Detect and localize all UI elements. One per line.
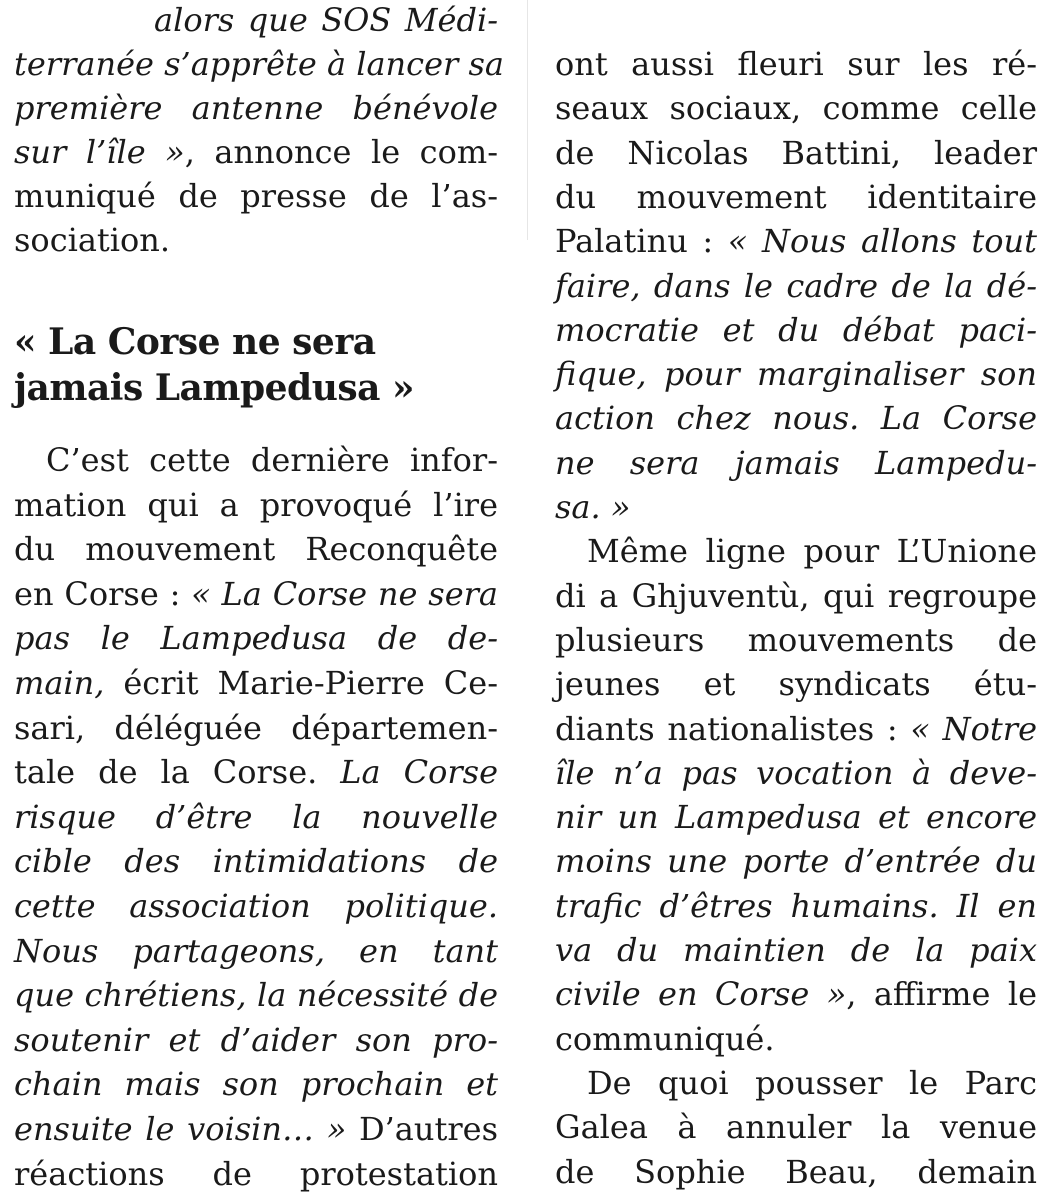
italic-quote-text: nir un Lampedusa et encore: [555, 798, 1037, 837]
text-line: [555, 396, 1037, 440]
text-line: [14, 218, 498, 262]
text-line: [555, 972, 1037, 1016]
body-text: tale de la Corse.: [14, 753, 341, 792]
italic-quote-text: que chrétiens, la nécessité de: [14, 976, 498, 1015]
body-text: communiqué.: [555, 1019, 775, 1058]
text-line: [555, 751, 1037, 795]
text-line: [555, 352, 1037, 396]
text-line: [14, 795, 498, 839]
body-text: Palatinu :: [555, 222, 728, 261]
text-line: [555, 928, 1037, 972]
italic-quote-text: ensuite le voisin… »: [14, 1110, 347, 1148]
italic-quote-text: faire, dans le cadre de la dé-: [555, 266, 1037, 305]
text-line: [555, 308, 1037, 352]
text-line: [14, 839, 498, 883]
body-text: Galea à annuler la venue: [555, 1108, 1037, 1147]
italic-quote-text: mocratie et du débat paci-: [555, 310, 1037, 349]
italic-quote-text: main,: [14, 664, 105, 702]
body-text: jeunes et syndicats étu-: [555, 665, 1037, 704]
body-text: du mouvement Reconquête: [14, 530, 498, 569]
text-line: [14, 1107, 498, 1151]
text-line: [555, 1061, 1037, 1105]
body-text: mation qui a provoqué l’ire: [14, 485, 498, 524]
text-line: [555, 264, 1037, 308]
body-text: réactions de protestation: [14, 1154, 498, 1193]
text-line: [555, 574, 1037, 618]
section-heading: « La Corse ne sera: [14, 321, 376, 363]
text-line: [555, 1105, 1037, 1149]
text-line: [14, 572, 498, 616]
body-text: du mouvement identitaire: [555, 177, 1037, 216]
italic-quote-text: trafic d’êtres humains. Il en: [555, 886, 1037, 925]
text-line: [555, 485, 1037, 529]
text-line: [14, 527, 498, 571]
italic-quote-text: fique, pour marginaliser son: [555, 355, 1037, 394]
text-line: [14, 973, 498, 1017]
text-line: [14, 1018, 498, 1062]
text-line: [555, 707, 1037, 751]
body-text: sari, déléguée départemen-: [14, 708, 498, 747]
text-line: [14, 438, 498, 482]
text-line: [555, 795, 1037, 839]
text-line: [555, 618, 1037, 662]
body-text: sociation.: [14, 221, 171, 259]
text-line: [555, 86, 1037, 130]
italic-quote-text: soutenir et d’aider son pro-: [14, 1020, 498, 1059]
text-line: [14, 174, 498, 218]
italic-quote-text: « La Corse ne sera: [191, 574, 499, 613]
text-line: [555, 529, 1037, 573]
italic-quote-text: « Notre: [910, 709, 1037, 748]
text-line: [14, 86, 498, 130]
italic-quote-text: ne sera jamais Lampedu-: [555, 443, 1037, 482]
italic-quote-text: pas le Lampedusa de de-: [14, 619, 498, 658]
text-line: [555, 839, 1037, 883]
body-text: D’autres: [346, 1110, 499, 1148]
text-line: [14, 616, 498, 660]
italic-quote-text: Nous partageons, en tant: [14, 931, 498, 970]
italic-quote-text: île n’a pas vocation à deve-: [555, 753, 1037, 792]
body-text: écrit Marie-Pierre Ce-: [104, 664, 498, 702]
text-line: [555, 441, 1037, 485]
text-line: [14, 884, 498, 928]
text-line: [14, 706, 498, 750]
body-text: ont aussi fleuri sur les ré-: [555, 45, 1037, 83]
text-line: [14, 661, 498, 705]
body-text: muniqué de presse de l’as-: [14, 177, 498, 215]
text-line: [555, 662, 1037, 706]
text-line: [555, 1017, 1037, 1061]
text-line: [14, 42, 504, 86]
text-line: [14, 1062, 498, 1106]
italic-quote-text: première antenne bénévole: [14, 89, 498, 127]
body-text: De quoi pousser le Parc: [587, 1063, 1037, 1102]
italic-quote-text: « Nous allons tout: [727, 222, 1038, 261]
body-text: , annonce le com-: [184, 133, 499, 171]
italic-quote-text: va du maintien de la paix: [555, 931, 1037, 969]
body-text: , affirme le: [846, 975, 1038, 1014]
body-text: de Nicolas Battini, leader: [555, 133, 1037, 172]
body-text: plusieurs mouvements de: [555, 620, 1037, 659]
italic-quote-text: civile en Corse »: [555, 975, 847, 1014]
body-text: di a Ghjuventù, qui regroupe: [555, 576, 1037, 615]
text-line: [555, 219, 1037, 263]
body-text: C’est cette dernière infor-: [46, 441, 498, 479]
italic-quote-text: moins une porte d’entrée du: [555, 842, 1037, 881]
body-text: seaux sociaux, comme celle: [555, 89, 1037, 128]
italic-quote-text: La Corse: [340, 753, 498, 792]
italic-quote-text: sur l’île »: [14, 133, 185, 171]
italic-quote-text: chain mais son prochain et: [14, 1065, 498, 1104]
text-line: [555, 131, 1037, 175]
body-text: diants nationalistes :: [555, 709, 911, 748]
text-line: [14, 1152, 498, 1196]
italic-quote-text: terranée s’apprête à lancer sa: [14, 45, 504, 83]
italic-quote-text: risque d’être la nouvelle: [14, 797, 498, 836]
column-divider: [527, 0, 528, 240]
italic-quote-text: action chez nous. La Corse: [555, 399, 1037, 438]
text-line: [14, 929, 498, 973]
text-line: [14, 483, 498, 527]
body-text: Même ligne pour L’Unione: [587, 532, 1037, 571]
italic-quote-text: sa. »: [555, 488, 631, 526]
text-line: [555, 884, 1037, 928]
section-heading: jamais Lampedusa »: [14, 367, 415, 409]
italic-quote-text: alors que SOS Médi-: [154, 1, 498, 39]
text-line: [14, 0, 498, 42]
text-line: [14, 750, 498, 794]
text-line: [14, 130, 498, 174]
italic-quote-text: cette association politique.: [14, 887, 498, 925]
text-line: [555, 175, 1037, 219]
text-line: [555, 1150, 1037, 1194]
text-line: [555, 42, 1037, 86]
body-text: en Corse :: [14, 574, 192, 613]
body-text: de Sophie Beau, demain: [555, 1152, 1037, 1191]
italic-quote-text: cible des intimidations de: [14, 842, 498, 881]
